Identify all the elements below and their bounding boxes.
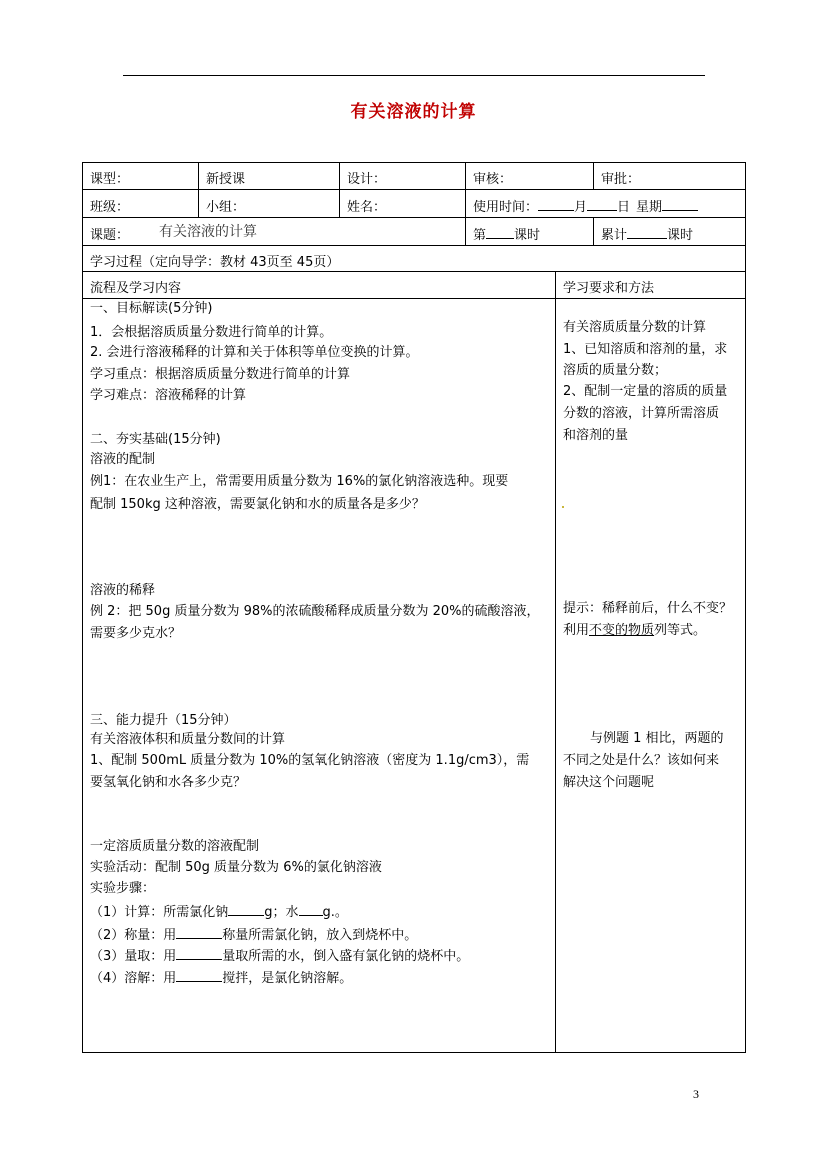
approve-label: 审批： — [601, 172, 641, 187]
example2-line1: 例 2：把 50g 质量分数为 98%的浓硫酸稀释成质量分数为 20%的硫酸溶液， — [90, 604, 540, 619]
page-number: 3 — [693, 1087, 699, 1101]
design-label: 设计： — [347, 172, 387, 187]
water-mass-blank — [299, 904, 323, 916]
example2-line2: 需要多少克水？ — [90, 626, 182, 641]
course-type-label: 课型： — [90, 172, 130, 187]
row-divider — [82, 271, 746, 272]
row-divider — [82, 189, 746, 190]
example1-line2: 配制 150kg 这种溶液，需要氯化钠和水的质量各是多少？ — [90, 497, 425, 512]
col-divider — [593, 162, 594, 189]
total-blank — [627, 227, 667, 239]
col-header-method: 学习要求和方法 — [563, 281, 655, 296]
usage-date-label: 使用时间： — [473, 200, 539, 215]
method-line-3: 溶质的质量分数； — [563, 363, 668, 378]
cylinder-blank — [176, 948, 222, 960]
lesson-blank — [486, 227, 514, 239]
compare-line-2: 不同之处是什么？该如何来 — [563, 753, 720, 768]
weekday-label: 星期 — [636, 200, 663, 215]
col-divider — [339, 162, 340, 217]
col-divider — [593, 217, 594, 245]
stirrer-blank — [176, 970, 222, 982]
compare-line-3: 解决这个问题呢 — [563, 775, 655, 790]
class-label: 班级： — [90, 200, 130, 215]
col-header-content: 流程及学习内容 — [90, 281, 182, 296]
section2-title: 二、夯实基础(15分钟) — [90, 432, 221, 447]
step-1: （1）计算：所需氯化钠 g；水 g.。 — [90, 905, 348, 920]
topic-value: 有关溶液的计算 — [159, 224, 257, 240]
total-prefix: 累计 — [601, 228, 628, 243]
key-point: 学习重点：根据溶质质量分数进行简单的计算 — [90, 367, 351, 382]
subtopic-solution-prep: 一定溶质质量分数的溶液配制 — [90, 839, 260, 854]
total-count — [601, 224, 693, 243]
day-label: 日 — [617, 200, 631, 215]
day-blank — [587, 199, 617, 211]
row-divider — [82, 298, 746, 299]
name-label: 姓名： — [347, 200, 387, 215]
col-divider — [555, 271, 556, 1053]
goal-1: 1．会根据溶质质量分数进行简单的计算。 — [90, 325, 333, 340]
method-line-1: 有关溶质质量分数的计算 — [563, 320, 707, 335]
topic-label: 课题： — [90, 228, 130, 243]
weekday-blank — [662, 199, 698, 211]
compare-line-1: 与例题 1 相比，两题的 — [590, 731, 724, 746]
subtopic-volume: 有关溶液体积和质量分数间的计算 — [90, 732, 286, 747]
example1-line1: 例1：在农业生产上，常需要用质量分数为 16%的氯化钠溶液选种。现要 — [90, 474, 509, 489]
lesson-count — [473, 224, 540, 243]
section3-title: 三、能力提升（15分钟） — [90, 713, 237, 728]
row-divider — [82, 245, 746, 246]
goal-2: 2. 会进行溶液稀释的计算和关于体积等单位变换的计算。 — [90, 345, 419, 360]
subtopic-preparation: 溶液的配制 — [90, 452, 156, 467]
steps-title: 实验步骤： — [90, 881, 156, 896]
header-rule — [123, 75, 705, 76]
exercise1-line1: 1、配制 500mL 质量分数为 10%的氢氧化钠溶液（密度为 1.1g/cm3），需 — [90, 753, 530, 768]
col-divider — [198, 162, 199, 217]
page-title: 有关溶液的计算 — [350, 102, 477, 122]
underlined-term: 不变的物质 — [589, 623, 655, 638]
balance-blank — [176, 927, 222, 939]
lesson-suffix: 课时 — [514, 228, 541, 243]
difficult-point: 学习难点：溶液稀释的计算 — [90, 388, 247, 403]
review-label: 审核： — [473, 172, 513, 187]
method-line-2: 1、已知溶质和溶剂的量，求 — [563, 342, 728, 357]
process-row: 学习过程（定向导学：教材 43页至 45页） — [90, 255, 340, 270]
hint-line-2: 利用不变的物质列等式。 — [563, 623, 707, 638]
month-label: 月 — [574, 200, 588, 215]
step-2: （2）称量：用 称量所需氯化钠，放入到烧杯中。 — [90, 928, 418, 943]
method-line-5: 分数的溶液，计算所需溶质 — [563, 406, 720, 421]
course-type-value: 新授课 — [206, 172, 246, 187]
section1-title: 一、目标解读(5分钟) — [90, 301, 213, 316]
total-suffix: 课时 — [667, 228, 694, 243]
col-divider — [465, 162, 466, 245]
step-3: （3）量取：用 量取所需的水，倒入盛有氯化钠的烧杯中。 — [90, 949, 470, 964]
method-line-4: 2、配制一定量的溶质的质量 — [563, 384, 728, 399]
activity: 实验活动：配制 50g 质量分数为 6%的氯化钠溶液 — [90, 860, 382, 875]
usage-date — [473, 196, 698, 215]
group-label: 小组： — [206, 200, 246, 215]
method-line-6: 和溶剂的量 — [563, 428, 629, 443]
subtopic-dilution: 溶液的稀释 — [90, 583, 156, 598]
lesson-prefix: 第 — [473, 228, 487, 243]
nacl-mass-blank — [228, 904, 264, 916]
exercise1-line2: 要氢氧化钠和水各多少克？ — [90, 775, 247, 790]
month-blank — [538, 199, 574, 211]
hint-line-1: 提示：稀释前后，什么不变？ — [563, 601, 733, 616]
row-divider — [82, 217, 746, 218]
step-4: （4）溶解：用 搅拌，是氯化钠溶解。 — [90, 971, 353, 986]
stray-mark — [562, 506, 564, 508]
